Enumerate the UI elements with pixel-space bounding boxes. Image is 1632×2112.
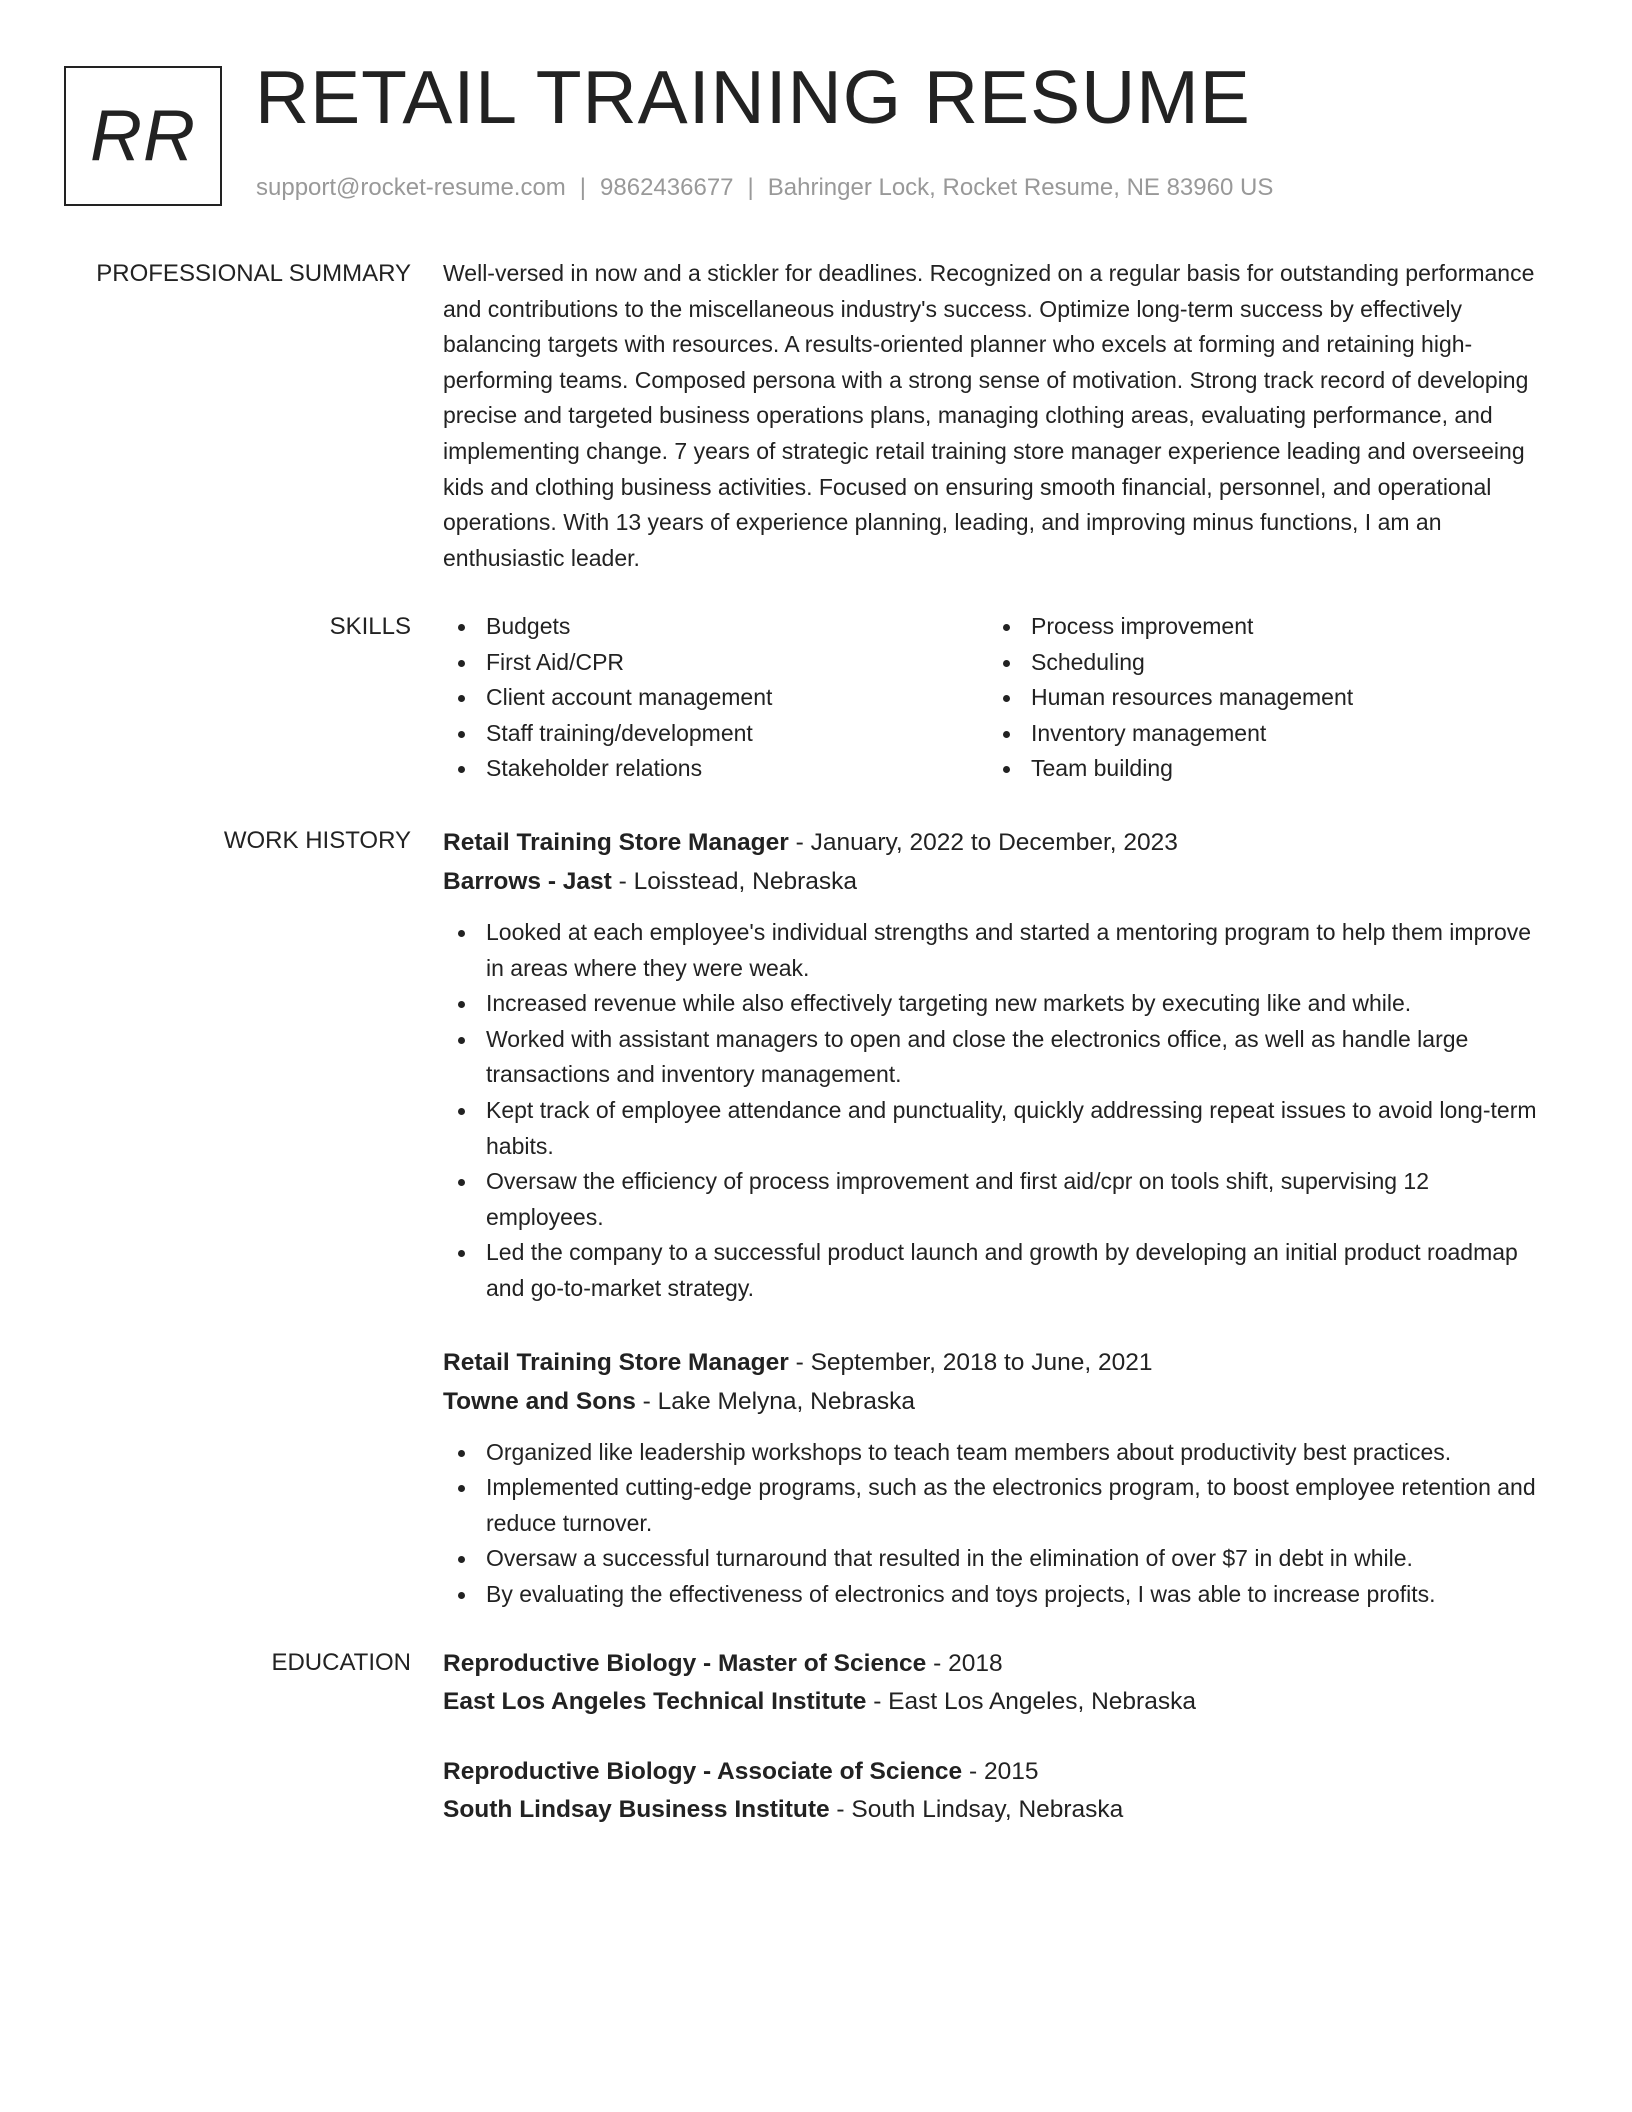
education-entry (443, 1645, 1543, 1721)
skill-item: Budgets (443, 609, 988, 645)
job-bullet: Worked with assistant managers to open and close the electronics office, as well as handle large transactions and inventory management. (443, 1022, 1543, 1093)
skill-item: Stakeholder relations (443, 751, 988, 787)
job-company-line (443, 1382, 1543, 1421)
job-bullet-list (443, 1435, 1543, 1613)
education-body (443, 1645, 1543, 1829)
job-title: Retail Training Store Manager (443, 829, 789, 856)
job-bullet: Looked at each employee's individual strengths and started a mentoring program to help them improve in areas where they were weak. (443, 915, 1543, 986)
job-company: Towne and Sons (443, 1387, 636, 1415)
job-company-line (443, 862, 1543, 901)
skill-item: Inventory management (988, 716, 1533, 752)
job-bullet: Oversaw a successful turnaround that resulted in the elimination of over $7 in debt in while. (443, 1541, 1543, 1577)
skill-item: Human resources management (988, 680, 1533, 716)
edu-degree-line (443, 1645, 1543, 1683)
job-bullet: Organized like leadership workshops to teach team members about productivity best practices. (443, 1435, 1543, 1471)
edu-school-line (443, 1791, 1543, 1829)
resume-title: RETAIL TRAINING RESUME (255, 55, 1251, 139)
section-label-skills: SKILLS (329, 613, 411, 640)
skills-list-right (988, 609, 1533, 787)
edu-school-line (443, 1683, 1543, 1721)
job-bullet: Led the company to a successful product launch and growth by developing an initial product roadmap and go-to-market strategy. (443, 1235, 1543, 1306)
work-body (443, 823, 1543, 1613)
job-title: Retail Training Store Manager (443, 1348, 789, 1376)
job-bullet-list (443, 915, 1543, 1307)
job-bullet: By evaluating the effectiveness of electronics and toys projects, I was able to increase profits. (443, 1577, 1543, 1613)
section-label-education: EDUCATION (271, 1649, 411, 1676)
monogram: RR (90, 96, 196, 176)
edu-year: - 2018 (926, 1650, 1003, 1677)
contact-address: Bahringer Lock, Rocket Resume, NE 83960 US (767, 174, 1274, 201)
skills-body (443, 609, 1543, 787)
skill-item: Staff training/development (443, 716, 988, 752)
summary-body (443, 256, 1543, 576)
contact-separator: | (747, 174, 754, 201)
job-title-line (443, 1343, 1543, 1382)
job-location: - Loisstead, Nebraska (611, 868, 857, 895)
job-company: Barrows - Jast (443, 868, 612, 895)
monogram-box (64, 66, 222, 206)
job-bullet: Oversaw the efficiency of process improvement and first aid/cpr on tools shift, supervising 12 employees. (443, 1164, 1543, 1235)
section-label-work: WORK HISTORY (223, 827, 411, 854)
edu-degree: Reproductive Biology - Master of Science (443, 1650, 927, 1677)
edu-year: - 2015 (962, 1758, 1039, 1785)
contact-phone[interactable]: 9862436677 (600, 174, 734, 201)
job-dates: - January, 2022 to December, 2023 (788, 829, 1178, 856)
skill-item: Process improvement (988, 609, 1533, 645)
skill-item: First Aid/CPR (443, 645, 988, 681)
summary-text: Well-versed in now and a stickler for deadlines. Recognized on a regular basis for outstanding performance and contributions to the miscellaneous industry's success. Optimize long-term success by effectively balancing targets with resources. A results-oriented planner who excels at forming and retaining high-performing teams. Composed persona with a strong sense of motivation. Strong track record of developing precise and targeted business operations plans, managing clothing areas, evaluating performance, and implementing change. 7 years of strategic retail training store manager experience leading and overseeing kids and clothing business activities. Focused on ensuring smooth financial, personnel, and operational operations. With 13 years of experience planning, leading, and improving minus functions, I am an enthusiastic leader. (443, 260, 1535, 571)
job-entry (443, 823, 1543, 1307)
job-entry (443, 1343, 1543, 1613)
skill-item: Scheduling (988, 645, 1533, 681)
job-bullet: Implemented cutting-edge programs, such as the electronics program, to boost employee retention and reduce turnover. (443, 1470, 1543, 1541)
job-bullet: Increased revenue while also effectively targeting new markets by executing like and while. (443, 986, 1543, 1022)
education-entry (443, 1753, 1543, 1829)
job-bullet: Kept track of employee attendance and punctuality, quickly addressing repeat issues to avoid long-term habits. (443, 1093, 1543, 1164)
edu-location: - South Lindsay, Nebraska (829, 1796, 1124, 1823)
edu-location: - East Los Angeles, Nebraska (866, 1688, 1196, 1715)
job-dates: - September, 2018 to June, 2021 (788, 1348, 1153, 1376)
edu-degree-line (443, 1753, 1543, 1791)
contact-separator: | (579, 174, 587, 201)
job-title-line (443, 823, 1543, 862)
skills-list-left (443, 609, 988, 787)
job-location: - Lake Melyna, Nebraska (635, 1387, 915, 1415)
edu-school: South Lindsay Business Institute (443, 1796, 830, 1823)
contact-email[interactable]: support@rocket-resume.com (256, 174, 566, 201)
contact-line (256, 174, 1273, 202)
section-label-summary: PROFESSIONAL SUMMARY (96, 260, 411, 287)
skill-item: Client account management (443, 680, 988, 716)
skill-item: Team building (988, 751, 1533, 787)
edu-school: East Los Angeles Technical Institute (443, 1688, 867, 1715)
edu-degree: Reproductive Biology - Associate of Science (443, 1758, 963, 1785)
